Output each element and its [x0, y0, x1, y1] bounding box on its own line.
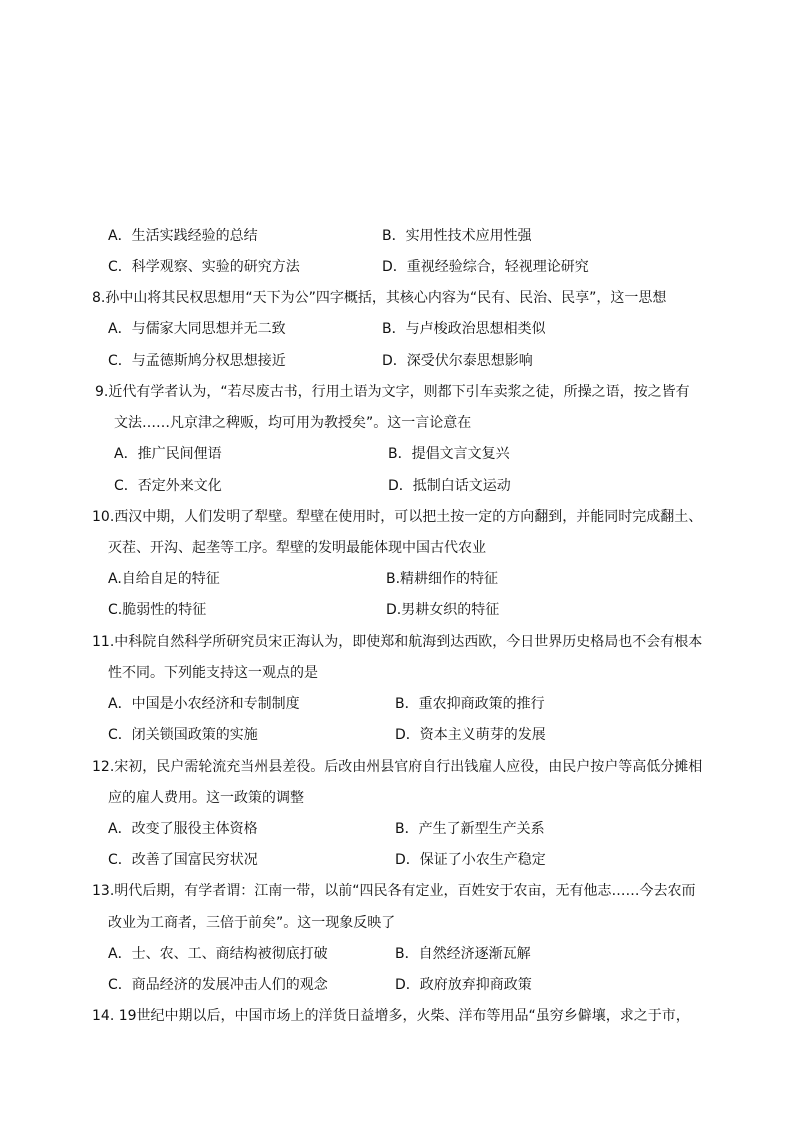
q9-stem-line-1: 9.近代有学者认为，“若尽废古书，行用土语为文字，则都下引车卖浆之徒，所操之语，按之皆有: [95, 384, 690, 400]
q12-option-a: A．改变了服役主体资格: [108, 821, 258, 837]
q7-option-a: A．生活实践经验的总结: [108, 228, 258, 244]
q12-stem-line-2: 应的雇人费用。这一政策的调整: [108, 790, 304, 806]
q11-stem-line-1: 11.中科院自然科学所研究员宋正海认为，即使郑和航海到达西欧，今日世界历史格局也不会有根本: [92, 634, 703, 650]
q13-stem-line-1: 13.明代后期，有学者谓：江南一带，以前“四民各有定业，百姓安于农亩，无有他志……今去农而: [92, 883, 696, 899]
q10-stem-line-1: 10.西汉中期，人们发明了犁壁。犁壁在使用时，可以把土按一定的方向翻到，并能同时完成翻土、: [92, 509, 703, 525]
q13-option-b: B．自然经济逐渐瓦解: [395, 946, 531, 962]
q11-option-a: A．中国是小农经济和专制制度: [108, 696, 300, 712]
q11-option-c: C．闭关锁国政策的实施: [108, 727, 258, 743]
q10-option-d: D.男耕女织的特征: [386, 602, 500, 618]
q9-option-a: A．推广民间俚语: [114, 446, 222, 462]
q13-option-a: A．士、农、工、商结构被彻底打破: [108, 946, 328, 962]
q10-option-a: A.自给自足的特征: [108, 571, 220, 587]
q8-option-a: A．与儒家大同思想并无二致: [108, 321, 286, 337]
q11-option-d: D．资本主义萌芽的发展: [395, 727, 546, 743]
q13-stem-line-2: 改业为工商者，三倍于前矣”。这一现象反映了: [108, 915, 396, 931]
q11-option-b: B．重农抑商政策的推行: [395, 696, 545, 712]
q9-stem-line-2: 文法……凡京津之稗贩，均可用为教授矣”。这一言论意在: [114, 415, 472, 431]
q7-option-b: B．实用性技术应用性强: [382, 228, 532, 244]
q8-option-b: B．与卢梭政治思想相类似: [382, 321, 546, 337]
q8-option-d: D．深受伏尔泰思想影响: [382, 353, 533, 369]
q12-option-b: B．产生了新型生产关系: [395, 821, 545, 837]
q7-option-d: D．重视经验综合，轻视理论研究: [382, 259, 589, 275]
q10-option-c: C.脆弱性的特征: [108, 602, 207, 618]
q13-option-d: D．政府放弃抑商政策: [395, 977, 532, 993]
q13-option-c: C．商品经济的发展冲击人们的观念: [108, 977, 328, 993]
q7-option-c: C．科学观察、实验的研究方法: [108, 259, 300, 275]
q9-option-b: B．提倡文言文复兴: [388, 446, 510, 462]
q10-option-b: B.精耕细作的特征: [386, 571, 499, 587]
q12-option-c: C．改善了国富民穷状况: [108, 852, 258, 868]
q12-option-d: D．保证了小农生产稳定: [395, 852, 546, 868]
q11-stem-line-2: 性不同。下列能支持这一观点的是: [108, 665, 318, 681]
q10-stem-line-2: 灭茬、开沟、起垄等工序。犁壁的发明最能体现中国古代农业: [108, 540, 486, 556]
q14-stem: 14. 19世纪中期以后，中国市场上的洋货日益增多，火柴、洋布等用品“虽穷乡僻壤，求之于市，: [92, 1008, 690, 1024]
q9-option-d: D．抵制白话文运动: [388, 478, 511, 494]
q9-option-c: C．否定外来文化: [114, 478, 222, 494]
q8-stem: 8.孙中山将其民权思想用“天下为公”四字概括，其核心内容为“民有、民治、民享”，这一思想: [92, 290, 667, 306]
q8-option-c: C．与孟德斯鸠分权思想接近: [108, 353, 286, 369]
q12-stem-line-1: 12.宋初，民户需轮流充当州县差役。后改由州县官府自行出钱雇人应役，由民户按户等高低分摊相: [92, 759, 703, 775]
